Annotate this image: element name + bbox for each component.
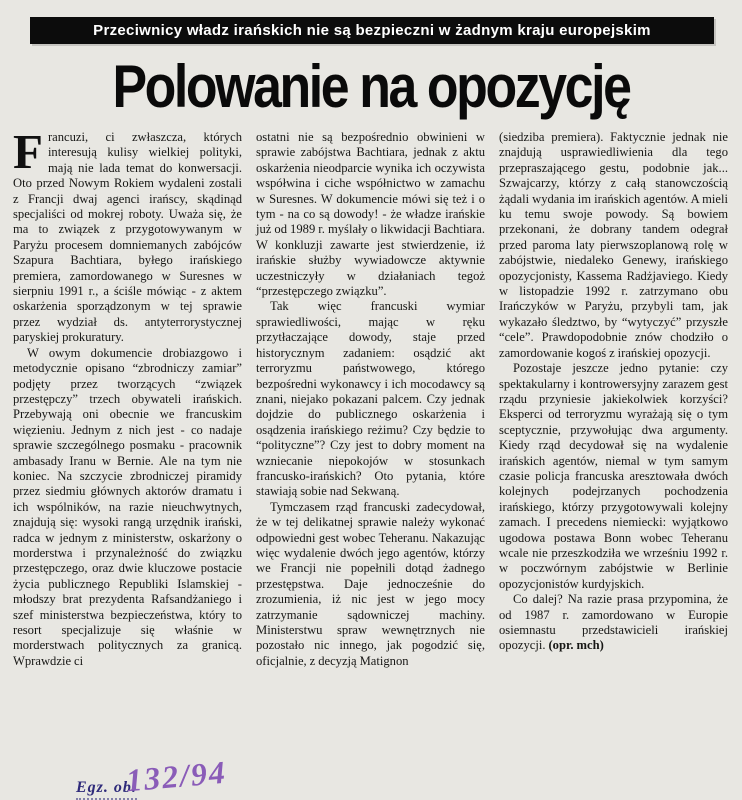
headline: Polowanie na opozycję bbox=[112, 53, 630, 121]
paragraph: Tymczasem rząd francuski zadecydował, że w tej delikatnej sprawie należy wykonać odpowiedni gest wobec Teheranu. Nakazując więc wydalenie dwóch jego agentów, którzy we Francji nie popełnili dotąd żadnego przestępstwa. Daje jednocześnie do zrozumienia, iż nic jest w jego mocy zatrzymanie sądowniczej machiny. Ministerstwu spraw wewnętrznych nie pozostało nic innego, jak pogodzić się, oficjalnie, z decyzją Matignon bbox=[256, 499, 485, 668]
paragraph-text: Co dalej? Na razie prasa przypomina, że od 1987 r. zamordowano w Europie osiemnastu przedstawicieli irańskiej opozycji. bbox=[499, 592, 728, 653]
dropcap: F bbox=[13, 124, 43, 179]
paragraph: W owym dokumencie drobiazgowo i metodycznie opisano “zbrodniczy zamiar” podjęty przez tworzących “związek przestępczy” trzech obywateli irańskich. Przebywają oni obecnie we francuskim więzieniu. Jednym z nich jest - co nadaje sprawie szczególnego posmaku - pracownik ambasady Iranu w Bernie. Ale na tym nie koniec. Na szczycie zbrodniczej piramidy przez siedmiu głównych aktorów dramatu i ich wspólników, na razie nieuchwytnych, znajdują się: wysoki rangą urzędnik irański, radca w jednym z ministerstw, oskarżony o morderstwa i przynależność do związku przestępczego, oraz dwie kluczowe postacie życia publicznego Republiki Islamskiej - młodszy brat prezydenta Rafsandżaniego i szef ministerstwa bezpieczeństwa, który to resort specjalizuje się właśnie w morderstwach politycznych za granicą. Wprawdzie ci bbox=[13, 345, 242, 668]
paragraph: Pozostaje jeszcze jedno pytanie: czy spektakularny i kontrowersyjny zarazem gest rządu przyniesie jakiekolwiek korzyści? Eksperci od terroryzmu wyrażają się o tym sceptycznie, przywołując dwa argumenty. Kiedy rząd decydował się na wydalenie irańskich agentów, niemal w tym samym czasie policja francuska aresztowała dwóch kolejnych podejrzanych pochodzenia irańskiego, którzy przygotowywali kolejny zamach. I precedens niemiecki: wyjątkowo ugodowa postawa Bonn wobec Teheranu wcale nie przeszkodziła we wrześniu 1992 r. w poczwórnym zabójstwie w Berlinie opozycjonistów kurdyjskich. bbox=[499, 361, 728, 591]
paragraph: Tak więc francuski wymiar sprawiedliwości, mając w ręku przytłaczające dowody, staje przed historycznym zadaniem: osądzić akt terroryzmu państwowego, którego bezpośredni wykonawcy i ich mocodawcy są znani, niejako pokazani palcem. Czy jednak dojdzie do publicznego oskarżenia i osądzenia irańskiego reżimu? Czy będzie to “polityczne”? Czy jest to dobry moment na wzniecanie niepokojów w stosunkach francusko-irańskich? Oto pytania, które stawiają sobie nad Sekwaną. bbox=[256, 299, 485, 499]
paragraph bbox=[13, 124, 242, 346]
article-body bbox=[13, 124, 729, 669]
paragraph: (siedziba premiera). Faktycznie jednak nie znajdują usprawiedliwienia dla tego przepraszającego gestu, podobnie jak... Szwajcarzy, którzy z całą stanowczością żądali wydania im irańskich agentów. A mieli ku temu swoje powody. Są bowiem przekonani, że dobrany tandem odegrał przed paroma laty pierwszoplanową rolę w zabójstwie, niedaleko Genewy, irańskiego opozycjonisty, Kassema Radżjaviego. Kiedy w listopadzie 1992 r. zatrzymano obu Irańczyków w Paryżu, przybyli tam, jak wykazało śledztwo, by “wytyczyć” przyszłe “cele”. Prawdopodobnie znów chodziło o zamordowanie kogoś z irańskiej opozycji. bbox=[499, 130, 728, 360]
paragraph: ostatni nie są bezpośrednio obwinieni w sprawie zabójstwa Bachtiara, jednak z aktu oskarżenia nieodparcie wynika ich oczywista współwina i ciche współnictwo w zamachu w Suresnes. W dokumencie mówi się też i o tym - na co są dowody! - że władze irańskie już od 1989 r. myślały o likwidacji Bachtiara. W konkluzji zawarte jest stwierdzenie, iż irańskie służby wywiadowcze aktywnie uczestniczyły w działaniach tegoż “przestępczego związku”. bbox=[256, 130, 485, 299]
paragraph-text: rancuzi, ci zwłaszcza, których interesują kulisy wielkiej polityki, mają nie lada temat do konwersacji. Oto przed Nowym Rokiem wydaleni zostali z Francji dwaj agenci irańscy, skądinąd specjaliści od mokrej roboty. Uważa się, że ma to związek z przygotowywanym w Paryżu procesem domniemanych zabójców Szapura Bachtiara, byłego irańskiego premiera, zamordowanego w Suresnes w sierpniu 1991 r., a ściśle mówiąc - z aktem oskarżenia sporządzonym w tej sprawie przez wydział ds. antyterrorystycznej paryskiej prokuratury. bbox=[13, 130, 242, 345]
kicker-text: Przeciwnicy władz irańskich nie są bezpieczni w żadnym kraju europejskim bbox=[93, 22, 651, 39]
article-column-3 bbox=[499, 130, 728, 669]
paragraph bbox=[499, 592, 728, 654]
article-column-2 bbox=[256, 130, 485, 669]
article-column-1 bbox=[13, 124, 242, 669]
byline: (opr. mch) bbox=[548, 638, 604, 653]
handwritten-number: 132/94 bbox=[124, 753, 229, 799]
kicker-banner bbox=[30, 17, 714, 44]
exemplar-stamp: Egz. ob. bbox=[76, 779, 137, 800]
